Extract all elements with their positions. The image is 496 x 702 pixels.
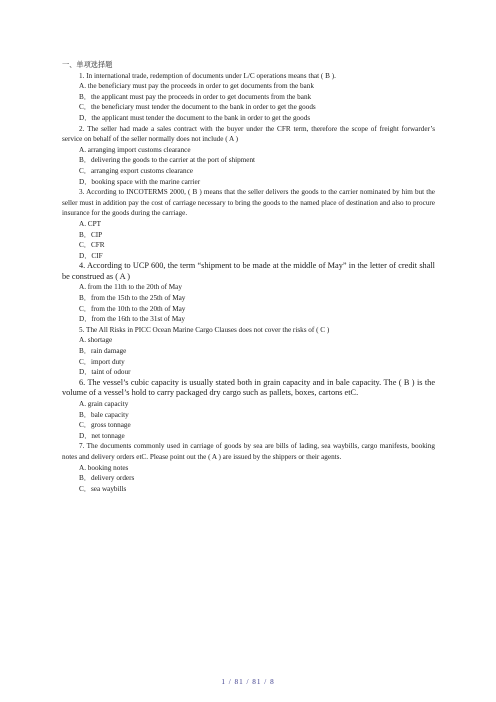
question-3-option-c: C．CFR: [79, 241, 105, 250]
question-2-option-b: B．delivering the goods to the carrier at the port of shipment: [79, 156, 256, 165]
question-3-option-d: D．CIF: [79, 251, 103, 260]
question-4-option-a: A. from the 11th to the 20th of May: [79, 283, 182, 292]
content: [62, 60, 435, 494]
question-3-option-a: A. CPT: [79, 219, 101, 228]
question-7-stem: 7. The documents commonly used in carriage of goods by sea are bills of lading, sea waybills, cargo manifests, booking notes and delivery orders etC. Please point out the ( A ) are issued by the shippers or their agents.: [62, 442, 435, 461]
question-2-option-d: D．booking space with the marine carrier: [79, 177, 201, 186]
question-5-option-c: C．import duty: [79, 357, 125, 366]
page-footer: 1 / 81 / 81 / 8: [221, 678, 275, 686]
question-3-option-b: B．CIP: [79, 230, 103, 239]
question-5-option-a: A. shortage: [79, 336, 113, 345]
question-2-stem: 2. The seller had made a sales contract with the buyer under the CFR term, therefore the scope of freight forwarder’s service on behalf of the seller normally does not include ( A ): [62, 124, 435, 144]
question-2-option-a: A. arranging import customs clearance: [79, 145, 191, 154]
question-5-option-d: D．taint of odour: [79, 368, 131, 377]
question-7-option-a: A. booking notes: [79, 463, 129, 472]
question-2-option-c: C．arranging export customs clearance: [79, 166, 193, 175]
question-7-option-b: B．delivery orders: [79, 474, 135, 483]
question-4-option-c: C．from the 10th to the 20th of May: [79, 304, 186, 313]
question-1-stem: 1. In international trade, redemption of documents under L/C operations means that ( B ).: [79, 71, 336, 80]
question-4-stem: 4. According to UCP 600, the term “shipment to be made at the middle of May” in the letter of credit shall be construed as ( A ): [62, 261, 435, 281]
question-1-option-b: B．the applicant must pay the proceeds in order to get documents from the bank: [79, 92, 312, 101]
question-7-option-c: C．sea waybills: [79, 484, 127, 493]
question-1-option-c: C．the beneficiary must tender the document to the bank in order to get the goods: [79, 103, 316, 112]
question-5-stem: 5. The All Risks in PICC Ocean Marine Cargo Clauses does not cover the risks of ( C ): [79, 325, 330, 334]
question-6-option-a: A. grain capacity: [79, 400, 129, 408]
question-3-stem: 3. According to INCOTERMS 2000, ( B ) means that the seller delivers the goods to the carrier nominated by him but the seller must in addition pay the cost of carriage necessary to bring the goods to the named place of destination and also to procure insurance for the goods during the carriage.: [62, 188, 435, 218]
question-6-stem: 6. The vessel’s cubic capacity is usually stated both in grain capacity and in bale capacity. The ( B ) is the volume of a vessel’s hold to carry packaged dry cargo such as pallets, boxes, cartons etC.: [62, 377, 435, 398]
question-4-option-d: D．from the 16th to the 31st of May: [79, 315, 186, 324]
question-5-option-b: B．rain damage: [79, 347, 127, 356]
question-1-option-a: A. the beneficiary must pay the proceeds in order to get documents from the bank: [79, 82, 314, 91]
section-title: 一、单项选择题: [62, 61, 113, 69]
question-1-option-d: D．the applicant must tender the document to the bank in order to get the goods: [79, 113, 311, 122]
question-6-option-b: B．bale capacity: [79, 410, 129, 419]
question-6-option-c: C．gross tonnage: [79, 421, 131, 430]
question-4-option-b: B．from the 15th to the 25th of May: [79, 294, 186, 303]
question-6-option-d: D．net tonnage: [79, 431, 125, 440]
